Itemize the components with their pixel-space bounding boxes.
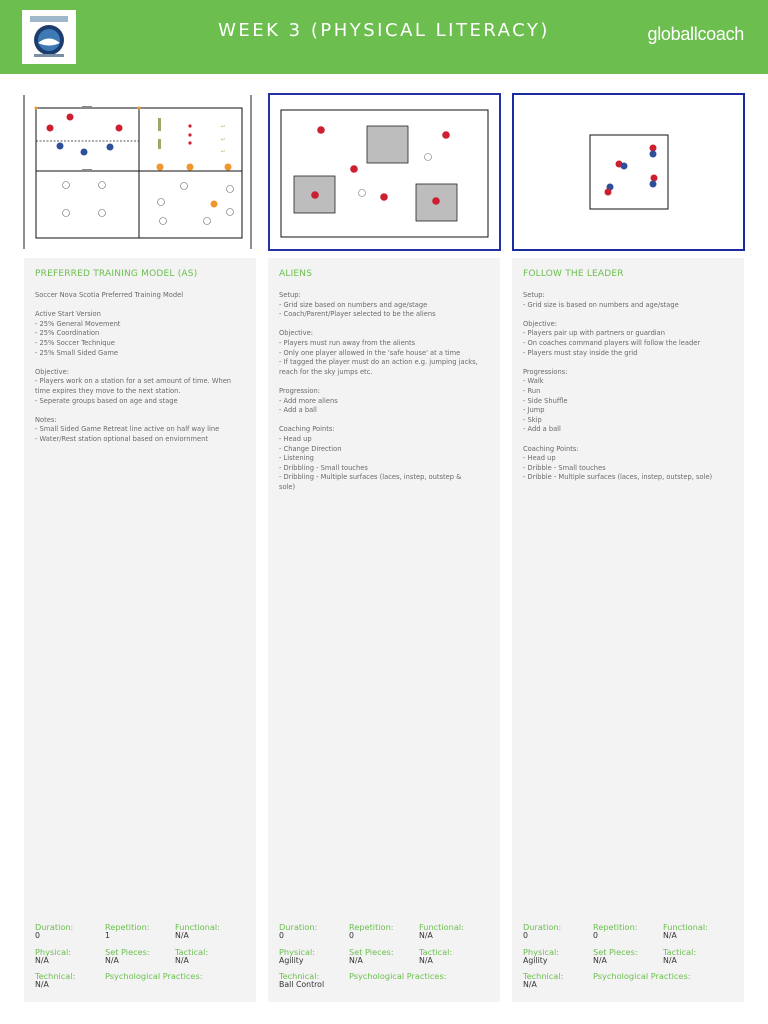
description-line: Active Start Version (35, 310, 101, 319)
technical-label: Technical: (523, 971, 564, 981)
duration-value: 0 (279, 931, 284, 940)
description-line: - Grid size is based on numbers and age/stage (523, 300, 679, 309)
description-line: - Head up (523, 454, 556, 463)
tactical-value: N/A (663, 956, 677, 965)
description-line: Objective: (279, 329, 313, 338)
technical-value: N/A (35, 980, 49, 989)
page-title: WEEK 3 (PHYSICAL LITERACY) (218, 20, 550, 41)
functional-label: Functional: (175, 922, 220, 932)
technical-value: Ball Control (279, 980, 325, 989)
repetition-label: Repetition: (349, 922, 394, 932)
field-diagram (514, 95, 743, 249)
description-line: - Dribbling - Multiple surfaces (laces, instep, outstep & (279, 473, 462, 482)
description-line (35, 358, 247, 368)
tactical-label: Tactical: (419, 947, 453, 957)
diagram-aliens (268, 93, 501, 251)
psych-label: Psychological Practices: (105, 971, 203, 981)
description-line: - Players pair up with partners or guardian (523, 329, 666, 338)
description-line (35, 301, 247, 311)
description-line: - 25% General Movement (35, 319, 121, 328)
drill-meta (35, 923, 250, 993)
field-diagram (22, 93, 255, 251)
drill-description (35, 291, 247, 445)
player-blue (57, 143, 64, 150)
set-pieces-label: Set Pieces: (105, 947, 150, 957)
description-line (523, 310, 735, 320)
set-pieces-value: N/A (105, 956, 119, 965)
svg-text:↩: ↩ (221, 137, 226, 143)
drill-description (279, 291, 491, 492)
repetition-value: 1 (105, 931, 110, 940)
physical-value: N/A (35, 956, 49, 965)
description-line: - Grid size based on numbers and age/stage (279, 300, 428, 309)
diagram-follow-the-leader (512, 93, 745, 251)
description-line: - Side Shuffle (523, 396, 568, 405)
drill-panel-aliens (268, 258, 500, 1002)
tactical-value: N/A (419, 956, 433, 965)
field-diagram (270, 95, 499, 249)
description-line: - Change Direction (279, 444, 342, 453)
set-pieces-label: Set Pieces: (349, 947, 394, 957)
description-line: - Seperate groups based on age and stage (35, 396, 178, 405)
description-line: - Water/Rest station optional based on enviornment (35, 434, 209, 443)
technical-label: Technical: (279, 971, 320, 981)
description-line: - Add more aliens (279, 396, 338, 405)
duration-label: Duration: (279, 922, 318, 932)
description-line: - Small Sided Game Retreat line active on half way line (35, 425, 220, 434)
description-line: - Coach/Parent/Player selected to be the aliens (279, 310, 436, 319)
description-line: - Players work on a station for a set amount of time. When (35, 377, 232, 386)
description-line: - On coaches command players will follow the leader (523, 338, 701, 347)
physical-label: Physical: (35, 947, 72, 957)
description-line: - Jump (523, 406, 545, 415)
drill-title: ALIENS (279, 269, 313, 279)
description-line: - If tagged the player must do an action e.g. jumping jacks, (279, 358, 478, 367)
technical-label: Technical: (35, 971, 76, 981)
set-pieces-label: Set Pieces: (593, 947, 638, 957)
technical-value: N/A (523, 980, 537, 989)
description-line (279, 320, 491, 330)
description-line: - 25% Coordination (35, 329, 100, 338)
description-line: Coaching Points: (279, 425, 335, 434)
description-line: reach for the sky jumps etc. (279, 367, 373, 376)
set-pieces-value: N/A (349, 956, 363, 965)
set-pieces-value: N/A (593, 956, 607, 965)
brand-logo: globallcoach (647, 24, 744, 44)
description-line: - Add a ball (523, 425, 561, 434)
drill-meta (523, 923, 738, 993)
description-line: Setup: (523, 291, 545, 299)
description-line: - Only one player allowed in the 'safe house' at a time (279, 348, 461, 357)
description-line: - Run (523, 386, 541, 395)
functional-value: N/A (663, 931, 677, 940)
physical-label: Physical: (279, 947, 316, 957)
player-red (67, 114, 74, 121)
functional-value: N/A (175, 931, 189, 940)
psych-label: Psychological Practices: (349, 971, 447, 981)
description-line (279, 377, 491, 387)
psych-label: Psychological Practices: (593, 971, 691, 981)
description-line: sole) (279, 482, 296, 491)
description-line: - Walk (523, 377, 544, 386)
description-line: - Players must stay inside the grid (523, 348, 638, 357)
description-line (279, 416, 491, 426)
description-line (523, 358, 735, 368)
tactical-label: Tactical: (663, 947, 697, 957)
duration-value: 0 (523, 931, 528, 940)
functional-value: N/A (419, 931, 433, 940)
description-line: - Add a ball (279, 406, 317, 415)
repetition-label: Repetition: (105, 922, 150, 932)
description-line (523, 435, 735, 445)
description-line: Objective: (523, 319, 557, 328)
svg-text:↩: ↩ (221, 124, 226, 130)
description-line: - Dribble - Small touches (523, 463, 606, 472)
description-line: - 25% Soccer Technique (35, 338, 115, 347)
description-line: - Dribble - Multiple surfaces (laces, instep, outstep, sole) (523, 473, 713, 482)
repetition-label: Repetition: (593, 922, 638, 932)
description-line: Objective: (35, 367, 69, 376)
drill-title: FOLLOW THE LEADER (523, 269, 624, 279)
drill-title: PREFERRED TRAINING MODEL (AS) (35, 269, 198, 279)
description-line: - Players must run away from the alients (279, 338, 416, 347)
description-line: Coaching Points: (523, 444, 579, 453)
drill-description (523, 291, 735, 483)
description-line: Notes: (35, 415, 57, 424)
repetition-value: 0 (593, 931, 598, 940)
description-line: - 25% Small Sided Game (35, 348, 118, 357)
duration-label: Duration: (35, 922, 74, 932)
repetition-value: 0 (349, 931, 354, 940)
description-line: Soccer Nova Scotia Preferred Training Model (35, 291, 184, 299)
functional-label: Functional: (663, 922, 708, 932)
description-line: - Head up (279, 434, 312, 443)
tactical-value: N/A (175, 956, 189, 965)
diagram-training-model (22, 93, 255, 251)
page-header (0, 0, 768, 74)
drill-meta (279, 923, 494, 993)
description-line (35, 406, 247, 416)
physical-value: Agility (523, 956, 548, 965)
description-line: - Listening (279, 454, 314, 463)
description-line: - Dribbling - Small touches (279, 463, 368, 472)
safe-house (367, 126, 408, 163)
tactical-label: Tactical: (175, 947, 209, 957)
duration-value: 0 (35, 931, 40, 940)
drill-panel-training-model (24, 258, 256, 1002)
duration-label: Duration: (523, 922, 562, 932)
description-line: time expires they move to the next station. (35, 386, 181, 395)
description-line: Setup: (279, 291, 301, 299)
physical-value: Agility (279, 956, 304, 965)
svg-text:↩: ↩ (221, 149, 226, 155)
description-line: Progressions: (523, 367, 568, 376)
drill-panel-follow-the-leader (512, 258, 744, 1002)
description-line: - Skip (523, 415, 542, 424)
physical-label: Physical: (523, 947, 560, 957)
functional-label: Functional: (419, 922, 464, 932)
description-line: Progression: (279, 386, 320, 395)
